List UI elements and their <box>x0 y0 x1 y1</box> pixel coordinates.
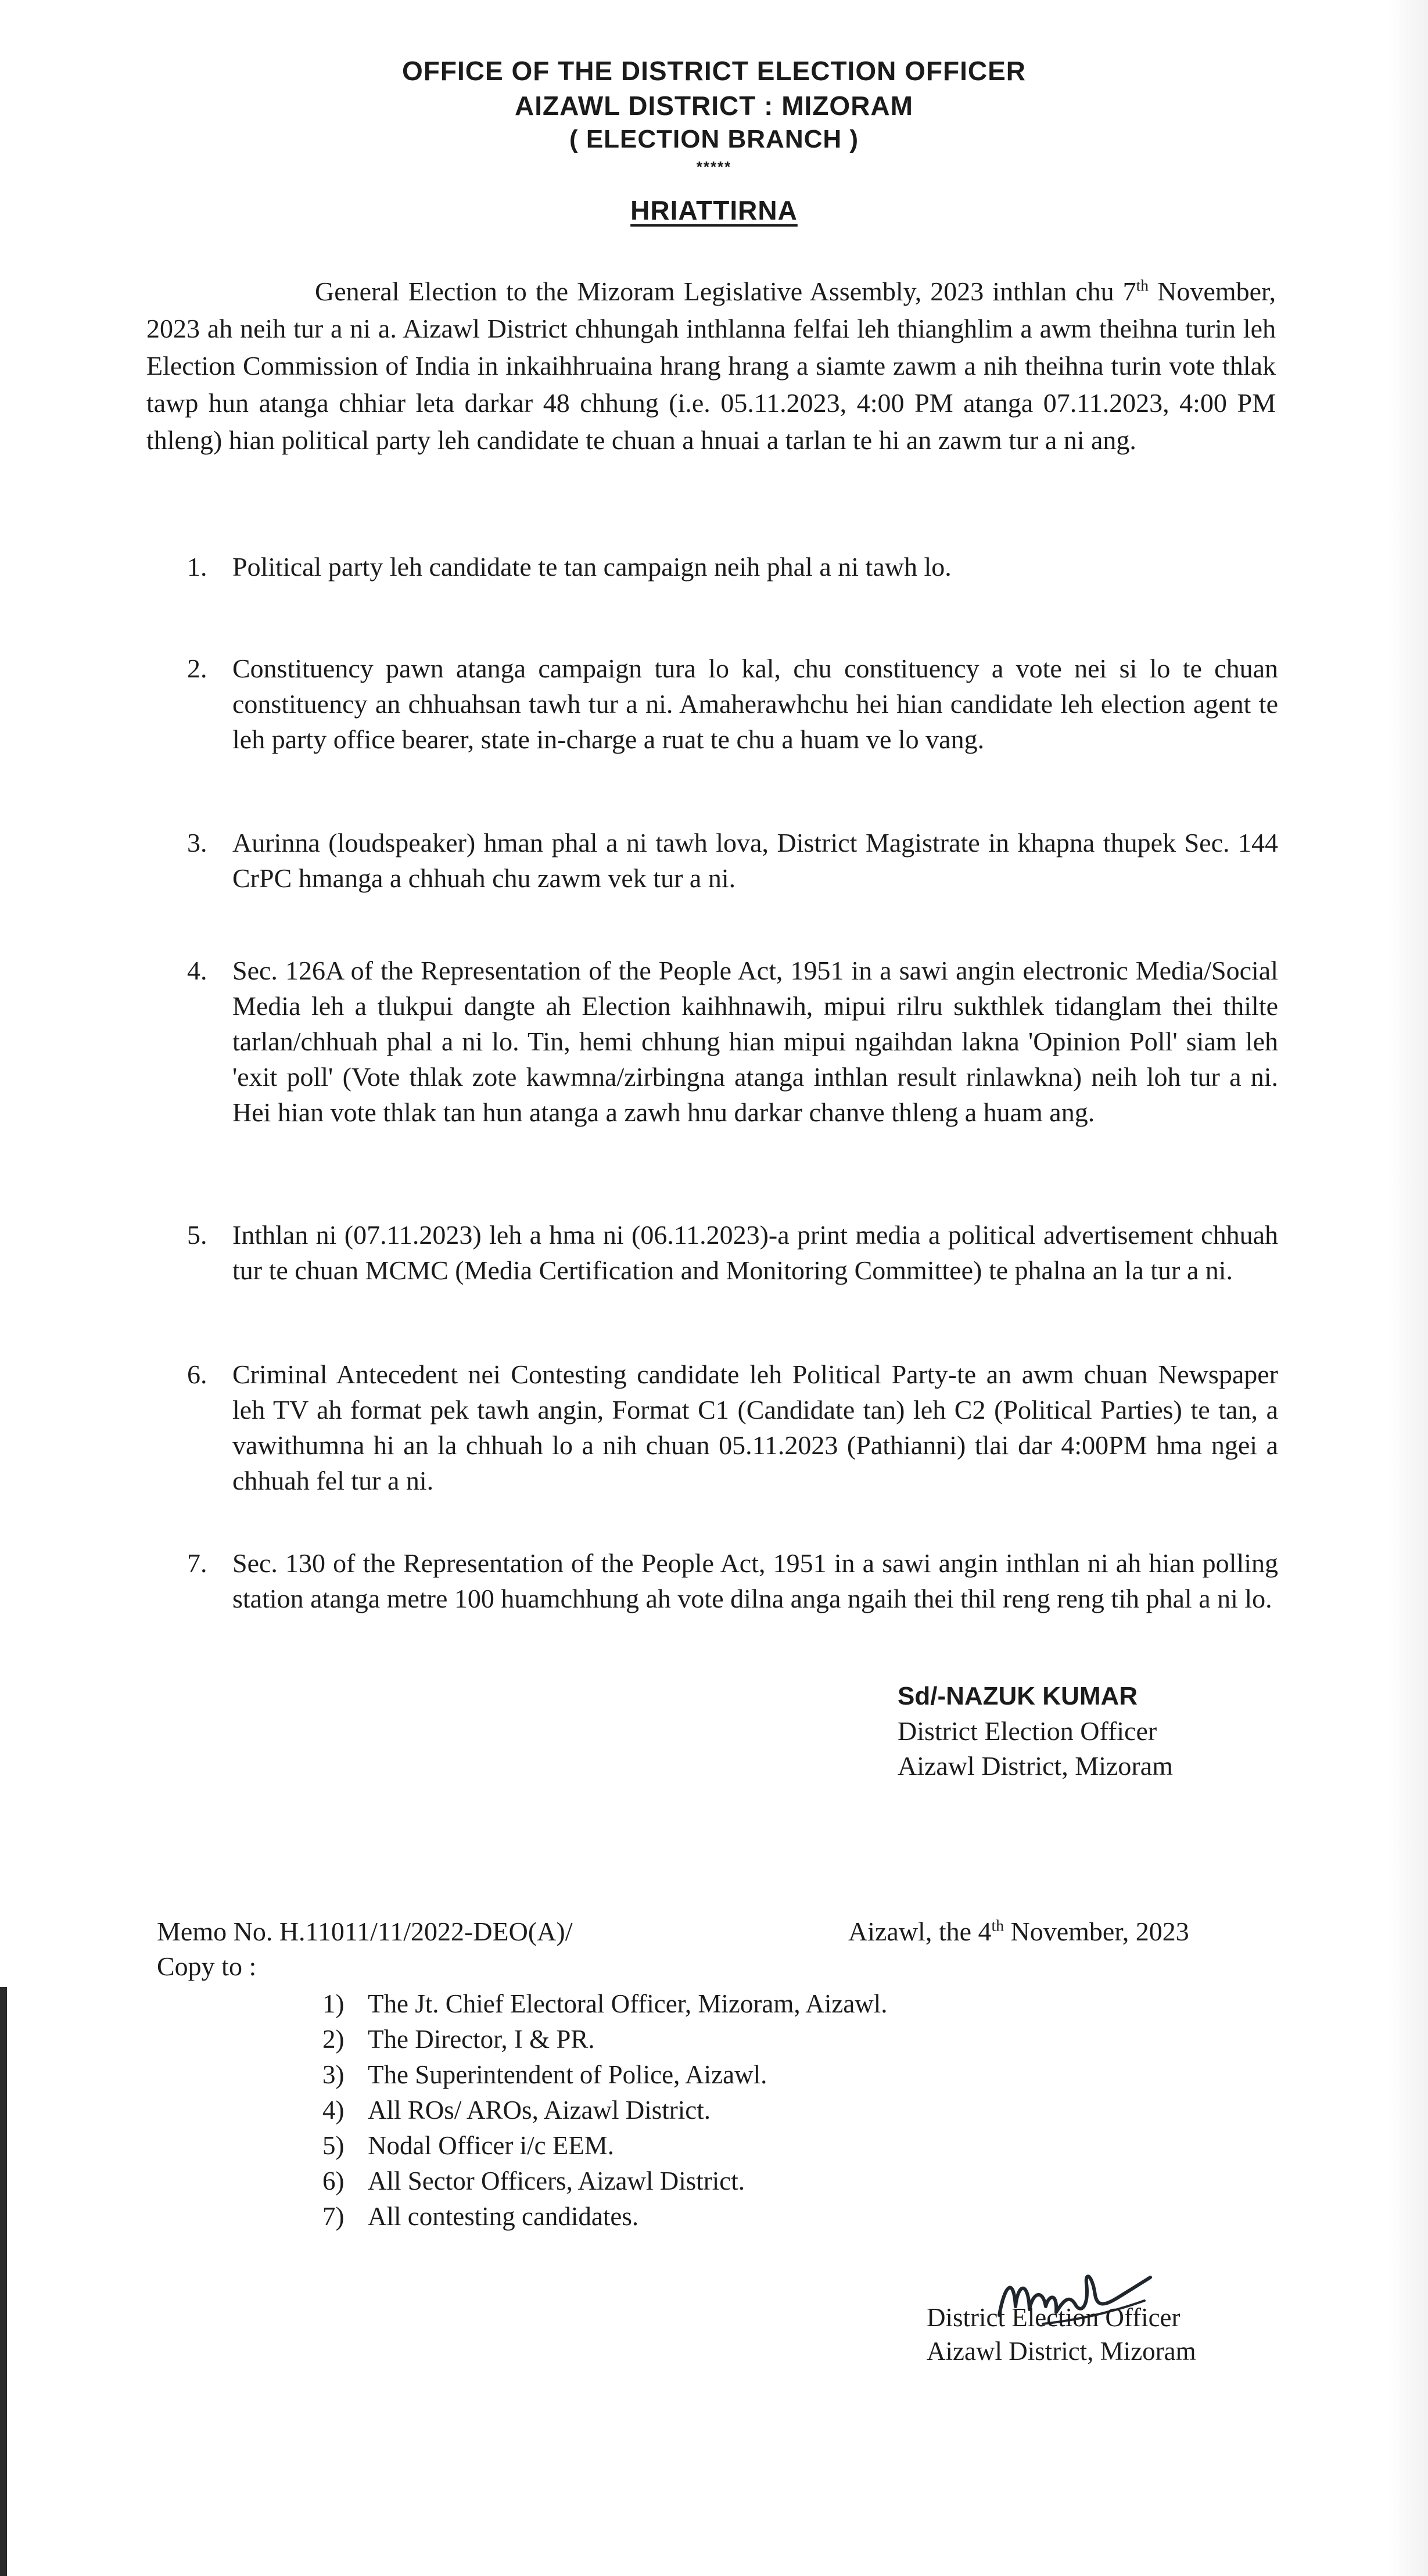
copy-item-number: 7) <box>322 2202 345 2231</box>
memo-date-prefix: Aizawl, the 4 <box>848 1917 992 1946</box>
point-2 <box>187 651 1278 757</box>
copy-item-number: 6) <box>322 2166 345 2195</box>
copy-item-number: 3) <box>322 2060 345 2089</box>
copy-to-label: Copy to : <box>157 1951 257 1981</box>
intro-text-part2: November, 2023 ah neih tur a ni a. Aizawl District chhungah inthlanna felfai leh thianghlim a awm theihna turin leh Election Commission of India in inkaihhruaina hrang hrang a siamte zawm a nih theihna turin vote thlak tawp hun atanga chhiar leta darkar 48 chhung (i.e. 05.11.2023, 4:00 PM atanga 07.11.2023, 4:00 PM thleng) hian political party leh candidate te chuan a hnuai a tarlan te hi an zawm tur a ni ang. <box>146 277 1276 455</box>
copy-item-text: All ROs/ AROs, Aizawl District. <box>368 2096 711 2125</box>
copy-item <box>322 2022 595 2056</box>
copy-item-text: The Superintendent of Police, Aizawl. <box>368 2060 767 2089</box>
point-text: Sec. 126A of the Representation of the People Act, 1951 in a sawi angin electronic Media/Social Media leh a tlukpui dangte ah Election kaihhnawih, mipui rilru sukthlek tidanglam thei thilte tarlan/chhuah phal a ni lo. Tin, hemi chhung hian mipui ngaihdan lakna 'Opinion Poll' siam leh 'exit poll' (Vote thlak zote kawmna/zirbingna atanga inthlan result rinlawkna) neih loh tur a ni. Hei hian vote thlak tan hun atanga a zawh hnu darkar chanve thleng a huam ang. <box>232 956 1278 1127</box>
point-number: 6. <box>187 1359 207 1389</box>
point-number: 7. <box>187 1548 207 1578</box>
copy-item-text: Nodal Officer i/c EEM. <box>368 2131 615 2160</box>
copy-item-number: 1) <box>322 1989 345 2018</box>
point-number: 4. <box>187 956 207 985</box>
point-6 <box>187 1357 1278 1498</box>
scan-edge <box>0 1987 7 2576</box>
memo-date-ordinal: th <box>991 1916 1004 1935</box>
signatory-name: Sd/-NAZUK KUMAR <box>898 1682 1138 1710</box>
point-5 <box>187 1217 1278 1288</box>
scan-shade <box>1387 0 1428 2576</box>
point-number: 1. <box>187 552 207 582</box>
copy-item-number: 2) <box>322 2025 345 2054</box>
copy-item-text: All Sector Officers, Aizawl District. <box>368 2166 745 2195</box>
memo-date <box>848 1914 1189 1949</box>
point-number: 5. <box>187 1220 207 1250</box>
intro-ordinal: th <box>1136 276 1149 295</box>
stars-divider: ***** <box>696 158 732 175</box>
branch-heading: ( ELECTION BRANCH ) <box>569 125 859 153</box>
point-3 <box>187 825 1278 896</box>
copy-item <box>322 2093 711 2127</box>
copy-item <box>322 2200 638 2233</box>
point-7 <box>187 1545 1278 1616</box>
point-4 <box>187 953 1278 1130</box>
point-number: 2. <box>187 654 207 683</box>
copy-item-text: The Director, I & PR. <box>368 2025 595 2054</box>
footer-location: Aizawl District, Mizoram <box>927 2337 1196 2366</box>
signatory-block <box>898 1679 1173 1784</box>
district-heading: AIZAWL DISTRICT : MIZORAM <box>515 91 913 121</box>
intro-text-part1: General Election to the Mizoram Legislative Assembly, 2023 inthlan chu 7 <box>315 277 1136 306</box>
point-text: Constituency pawn atanga campaign tura lo kal, chu constituency a vote nei si lo te chuan constituency an chhuahsan tawh tur a ni. Amaherawhchu hei hian candidate leh election agent te leh party office bearer, state in-charge a ruat te chu a huam ve lo vang. <box>232 654 1278 754</box>
copy-item-text: The Jt. Chief Electoral Officer, Mizoram, Aizawl. <box>368 1989 888 2018</box>
copy-item-number: 4) <box>322 2096 345 2125</box>
intro-paragraph <box>146 273 1276 459</box>
signatory-designation: District Election Officer <box>898 1716 1157 1746</box>
point-text: Criminal Antecedent nei Contesting candidate leh Political Party-te an awm chuan Newspaper leh TV ah format pek tawh angin, Format C1 (Candidate tan) leh C2 (Political Parties) te tan, a vawithumna hi an la chhuah lo a nih chuan 05.11.2023 (Pathianni) tlai dar 4:00PM hma ngei a chhuah fel tur a ni. <box>232 1359 1278 1495</box>
copy-item-text: All contesting candidates. <box>368 2202 639 2231</box>
point-number: 3. <box>187 828 207 858</box>
memo-number: Memo No. H.11011/11/2022-DEO(A)/ <box>157 1917 573 1946</box>
point-text: Sec. 130 of the Representation of the People Act, 1951 in a sawi angin inthlan ni ah hian polling station atanga metre 100 huamchhung ah vote dilna anga ngaih thei thil reng reng tih phal a ni lo. <box>232 1548 1278 1613</box>
copy-item <box>322 2164 745 2198</box>
signatory-location: Aizawl District, Mizoram <box>898 1751 1173 1781</box>
copy-item <box>322 2058 767 2091</box>
footer-designation: District Election Officer <box>927 2303 1181 2332</box>
footer-signatory <box>927 2301 1196 2368</box>
document-title: HRIATTIRNA <box>630 195 798 225</box>
office-heading: OFFICE OF THE DISTRICT ELECTION OFFICER <box>402 56 1026 86</box>
copy-item-number: 5) <box>322 2131 345 2160</box>
copy-item <box>322 2129 614 2162</box>
point-text: Aurinna (loudspeaker) hman phal a ni tawh lova, District Magistrate in khapna thupek Sec. 144 CrPC hmanga a chhuah chu zawm vek tur a ni. <box>232 828 1278 893</box>
point-1 <box>187 549 1278 584</box>
copy-item <box>322 1987 888 2021</box>
point-text: Inthlan ni (07.11.2023) leh a hma ni (06.11.2023)-a print media a political advertisement chhuah tur te chuan MCMC (Media Certification and Monitoring Committee) te phalna an la tur a ni. <box>232 1220 1278 1285</box>
point-text: Political party leh candidate te tan campaign neih phal a ni tawh lo. <box>232 552 952 582</box>
memo-date-suffix: November, 2023 <box>1004 1917 1189 1946</box>
